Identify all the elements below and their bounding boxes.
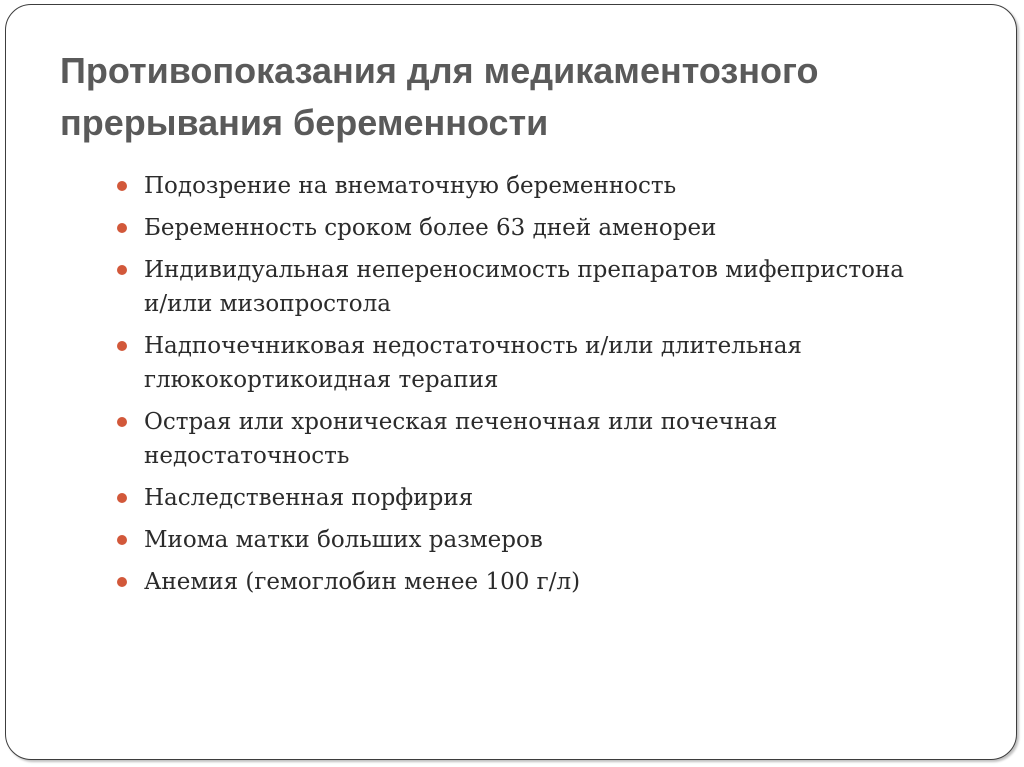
bullet-item-6 (114, 481, 994, 515)
bullet-dot-icon (117, 493, 127, 503)
bullet-text: Анемия (гемоглобин менее 100 г/л) (144, 569, 581, 595)
bullet-dot-icon (117, 535, 127, 545)
bullet-list (114, 169, 994, 607)
bullet-text-continued: и/или мизопростола (144, 291, 391, 317)
bullet-text: Индивидуальная непереносимость препаратов мифепристона (144, 257, 905, 283)
bullet-item-3 (114, 253, 994, 321)
bullet-dot-icon (117, 341, 127, 351)
bullet-text: Надпочечниковая недостаточность и/или длительная (144, 333, 802, 359)
bullet-item-2 (114, 211, 994, 245)
slide-title-line-2: прерывания беременности (60, 102, 549, 143)
slide-title-line-1: Противопоказания для медикаментозного (60, 50, 819, 91)
bullet-text: Острая или хроническая печеночная или почечная (144, 409, 778, 435)
bullet-text: Беременность сроком более 63 дней аменореи (144, 215, 717, 241)
bullet-text: Подозрение на внематочную беременность (144, 173, 677, 199)
bullet-dot-icon (117, 181, 127, 191)
bullet-item-8 (114, 565, 994, 599)
bullet-text-continued: недостаточность (144, 443, 350, 469)
bullet-item-4 (114, 329, 994, 397)
slide-title (60, 45, 960, 149)
bullet-item-7 (114, 523, 994, 557)
bullet-dot-icon (117, 577, 127, 587)
bullet-item-1 (114, 169, 994, 203)
bullet-dot-icon (117, 265, 127, 275)
bullet-dot-icon (117, 417, 127, 427)
bullet-text: Наследственная порфирия (144, 485, 474, 511)
bullet-text-continued: глюкокортикоидная терапия (144, 367, 499, 393)
bullet-item-5 (114, 405, 994, 473)
bullet-text: Миома матки больших размеров (144, 527, 543, 553)
slide-frame (5, 4, 1017, 760)
bullet-dot-icon (117, 223, 127, 233)
